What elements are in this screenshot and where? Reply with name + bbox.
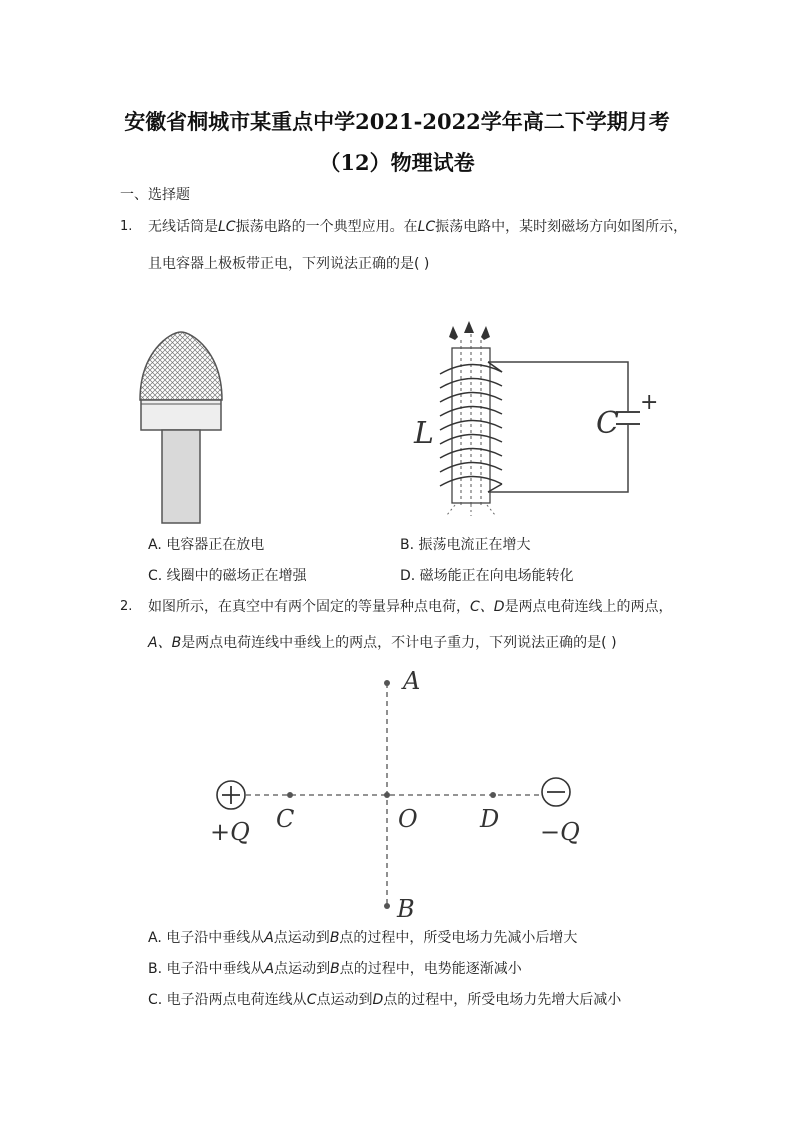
point-a [384,680,390,686]
question-2-line-1: 如图所示，在真空中有两个固定的等量异种点电荷，C、D是两点电荷连线上的两点， [148,599,673,615]
question-1-line-2: 且电容器上极板带正电，下列说法正确的是( ) [148,256,430,272]
point-o [384,792,390,798]
q1-option-b[interactable]: B. 振荡电流正在增大 [400,537,531,553]
q2-option-c[interactable]: C. 电子沿两点电荷连线从C点运动到D点的过程中，所受电场力先增大后减小 [148,992,622,1008]
section-heading: 一、选择题 [120,187,190,203]
q2-option-b[interactable]: B. 电子沿中垂线从A点运动到B点的过程中，电势能逐渐减小 [148,961,522,977]
label-positive-q: +Q [210,818,250,846]
q1-option-c[interactable]: C. 线圈中的磁场正在增强 [148,568,307,584]
label-o: O [398,805,418,833]
q1-option-a[interactable]: A. 电容器正在放电 [148,537,265,553]
capacitor-label: C [596,406,619,441]
q2-option-a[interactable]: A. 电子沿中垂线从A点运动到B点的过程中，所受电场力先减小后增大 [148,930,578,946]
exam-title-line-2: （12）物理试卷 [319,150,475,175]
label-b: B [397,895,415,923]
inductor-label: L [414,416,434,451]
plus-sign: + [640,390,659,415]
label-d: D [480,805,500,833]
point-d [490,792,496,798]
question-2-line-2: A、B是两点电荷连线中垂线上的两点，不计电子重力，下列说法正确的是( ) [148,635,617,651]
label-negative-q: −Q [540,818,580,846]
label-c: C [276,805,295,833]
q1-option-d[interactable]: D. 磁场能正在向电场能转化 [400,568,574,584]
question-1-line-1: 无线话筒是LC振荡电路的一个典型应用。在LC振荡电路中，某时刻磁场方向如图所示， [148,219,688,235]
point-c [287,792,293,798]
question-1-number: 1. [120,219,133,234]
point-b [384,903,390,909]
label-a: A [403,667,421,695]
question-2-number: 2. [120,599,133,614]
exam-title-line-1: 安徽省桐城市某重点中学2021-2022学年高二下学期月考 [124,109,670,134]
